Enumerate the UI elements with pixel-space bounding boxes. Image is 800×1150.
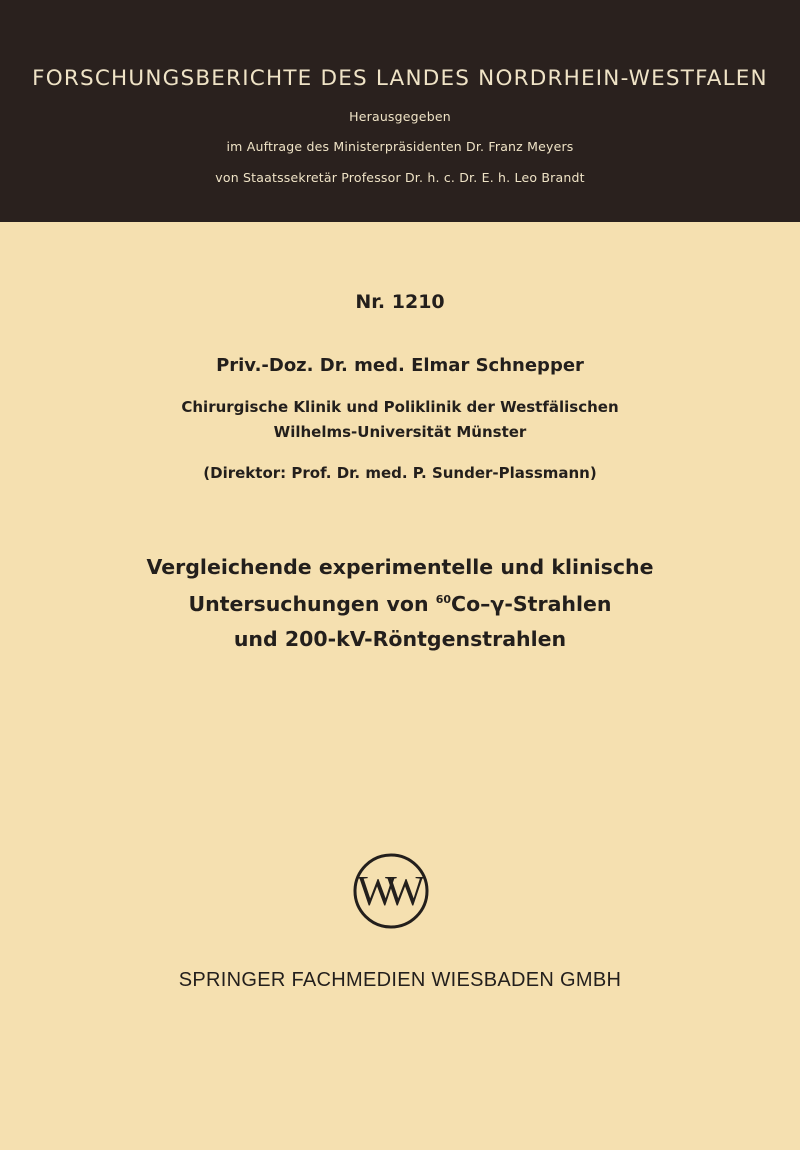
- title-line-2: [0, 592, 800, 616]
- logo-letter-2: W: [385, 869, 425, 915]
- editor-line-3: von Staatssekretär Professor Dr. h. c. Dr. E. h. Leo Brandt: [215, 170, 585, 185]
- title-line-3: und 200-kV-Röntgenstrahlen: [233, 627, 567, 651]
- title-line-2-suffix: Co–γ-Strahlen: [451, 592, 612, 616]
- institution-line-2: Wilhelms-Universität Münster: [273, 423, 527, 441]
- series-title: FORSCHUNGSBERICHTE DES LANDES NORDRHEIN-WESTFALEN: [32, 66, 768, 91]
- logo-letter-1: W: [357, 869, 397, 915]
- isotope-superscript: 60: [435, 593, 452, 607]
- author-name: Priv.-Doz. Dr. med. Elmar Schnepper: [216, 355, 584, 376]
- westdeutscher-verlag-ww-logo-icon: [351, 851, 431, 931]
- institution-line-1: Chirurgische Klinik und Poliklinik der Westfälischen: [181, 398, 619, 416]
- title-line-1: Vergleichende experimentelle und klinische: [146, 555, 654, 579]
- publisher-name: SPRINGER FACHMEDIEN WIESBADEN GMBH: [178, 969, 622, 991]
- director-line: (Direktor: Prof. Dr. med. P. Sunder-Plassmann): [203, 464, 597, 482]
- editor-line-2: im Auftrage des Ministerpräsidenten Dr. Franz Meyers: [226, 139, 574, 154]
- volume-number: Nr. 1210: [355, 291, 445, 313]
- editor-line-1: Herausgegeben: [349, 109, 451, 124]
- title-line-2-prefix: Untersuchungen von: [188, 592, 436, 616]
- header-band: [0, 0, 800, 222]
